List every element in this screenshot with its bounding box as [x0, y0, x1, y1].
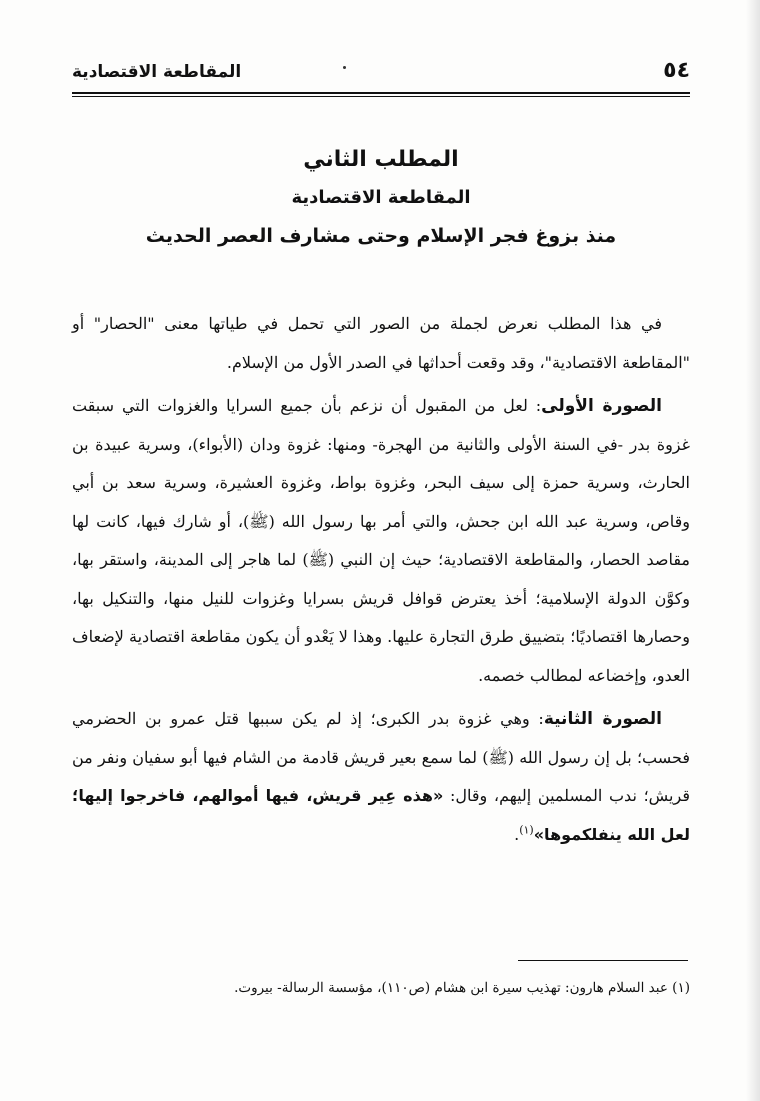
- page-number: ٥٤: [663, 58, 690, 83]
- hadith-quote: «هذه عِير قريش، فيها أموالهم، فاخرجوا إليها؛ لعل الله ينفلكموها»: [72, 786, 690, 844]
- page-edge-shadow: [746, 0, 760, 1101]
- section-heading: المطلب الثاني: [303, 147, 459, 172]
- footnote-rule: [518, 960, 688, 961]
- second-image-paragraph: [72, 700, 690, 854]
- section-subheading: المقاطعة الاقتصادية: [291, 187, 471, 208]
- second-image-end: .: [514, 824, 520, 844]
- first-image-label: الصورة الأولى: [541, 396, 662, 416]
- body-text: [72, 305, 690, 859]
- second-image-text: : وهي غزوة بدر الكبرى؛ إذ لم يكن سببها قتل عمرو بن الحضرمي فحسب؛ بل إن رسول الله (ﷺ) لما سمع بعير قريش قادمة من الشام فيها أبو سفيان ونفر من قريش؛ ندب المسلمين إليهم، وقال:: [72, 709, 690, 805]
- first-image-text: : لعل من المقبول أن نزعم بأن جميع السرايا والغزوات التي سبقت غزوة بدر -في السنة الأولى والثانية من الهجرة- ومنها: غزوة ودان (الأبواء)، وسرية عبيدة بن الحارث، وسرية حمزة إلى سيف البحر، وغزوة بواط، وغزوة العشيرة، وسرية سعد بن أبي وقاص، وسرية عبد الله ابن جحش، والتي أمر بها رسول الله (ﷺ)، أو شارك فيها، كانت لها مقاصد الحصار، والمقاطعة الاقتصادية؛ حيث إن النبي (ﷺ) لما هاجر إلى المدينة، واستقر بها، وكوَّن الدولة الإسلامية؛ أخذ يعترض قوافل قريش بسرايا وغزوات للنيل منها، والتنكيل بها، وحصارها اقتصاديًا؛ بتضييق طرق التجارة عليها. وهذا لا يَعْدو أن يكون مقاطعة اقتصادية لإضعاف العدو، وإخضاعه لمطالب خصمه.: [72, 396, 690, 685]
- running-header-title: المقاطعة الاقتصادية: [72, 62, 242, 82]
- footnote: (١) عبد السلام هارون: تهذيب سيرة ابن هشام (ص١١٠)، مؤسسة الرسالة- بيروت.: [234, 980, 690, 996]
- section-heading-block: [72, 140, 690, 256]
- section-subtitle: منذ بزوغ فجر الإسلام وحتى مشارف العصر الحديث: [145, 225, 617, 247]
- header-rule: [72, 92, 690, 97]
- second-image-label: الصورة الثانية: [543, 709, 662, 729]
- running-header: [72, 58, 690, 90]
- first-image-paragraph: [72, 387, 690, 695]
- header-dot-mark: [343, 66, 346, 69]
- footnote-reference: (١): [519, 823, 534, 837]
- intro-paragraph: في هذا المطلب نعرض لجملة من الصور التي تحمل في طياتها معنى "الحصار" أو "المقاطعة الاقتصادية"، وقد وقعت أحداثها في الصدر الأول من الإسلام.: [72, 314, 690, 372]
